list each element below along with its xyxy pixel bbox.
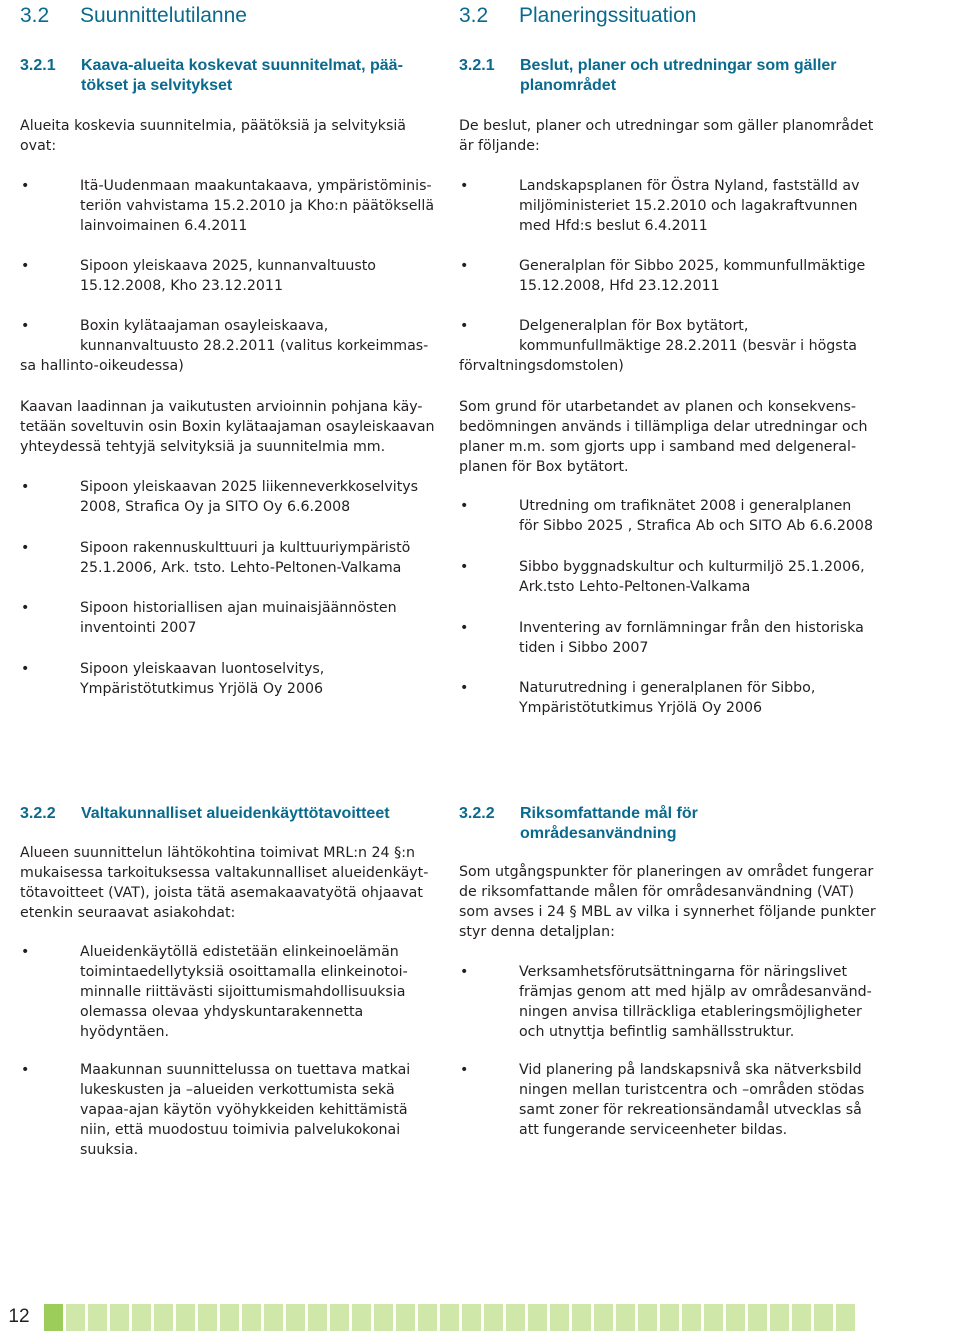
bullet-icon: •	[21, 178, 30, 194]
stripe-decoration	[770, 1304, 789, 1331]
list-item: • Delgeneralplan för Box bytätort, kommunfullmäktige 28.2.2011 (besvär i högsta förvaltningsdomstolen)	[459, 318, 857, 374]
list-item: • Sipoon historiallisen ajan muinaisjäännösten inventointi 2007	[21, 600, 397, 636]
list-item: • Utredning om trafiknätet 2008 i generalplanen för Sibbo 2025 , Strafica Ab och SITO Ab 6.6.2008	[460, 498, 873, 534]
body-paragraph: Som utgångspunkter för planeringen av området fungerar de riksomfattande målen för områdesanvändning (VAT) som avses i 24 § MBL av vilka i synnerhet följande punkter styr denna detaljplan:	[459, 864, 876, 940]
body-paragraph: Som grund för utarbetandet av planen och konsekvens- bedömningen används i tillämpliga delar utredningar och planer m.m. som gjorts upp i samband med delgeneral- planen för Box bytätort.	[459, 399, 868, 475]
subsection-heading: 3.2.1 Beslut, planer och utredningar som gäller planområdet	[459, 57, 837, 94]
list-item: • Sipoon yleiskaavan luontoselvitys, Ympäristötutkimus Yrjölä Oy 2006	[21, 661, 325, 697]
page-number: 12	[8, 1306, 30, 1327]
bullet-icon: •	[460, 559, 469, 575]
stripe-decoration	[352, 1304, 371, 1331]
bullet-icon: •	[21, 318, 30, 334]
body-paragraph: Alueen suunnittelun lähtökohtina toimivat MRL:n 24 §:n mukaisessa tarkoituksessa valtakunnalliset alueidenkäyt- tötavoitteet (VAT), joista tätä asemakaavatyötä ohjaavat etenkin seuraavat asiakohdat:	[20, 845, 429, 921]
bullet-icon: •	[21, 661, 30, 677]
bullet-icon: •	[460, 498, 469, 514]
stripe-decoration	[572, 1304, 591, 1331]
footer-stripes	[44, 1304, 855, 1331]
bullet-icon: •	[21, 1062, 30, 1078]
stripe-decoration	[550, 1304, 569, 1331]
list-item: • Sibbo byggnadskultur och kulturmiljö 25.1.2006, Ark.tsto Lehto-Peltonen-Valkama	[460, 559, 865, 595]
stripe-decoration	[792, 1304, 811, 1331]
stripe-decoration	[418, 1304, 437, 1331]
list-item: • Boxin kylätaajaman osayleiskaava, kunnanvaltuusto 28.2.2011 (valitus korkeimmas- sa hallinto-oikeudessa)	[20, 318, 429, 374]
bullet-icon: •	[21, 540, 30, 556]
stripe-decoration	[396, 1304, 415, 1331]
list-item: • Sipoon yleiskaava 2025, kunnanvaltuusto 15.12.2008, Kho 23.12.2011	[21, 258, 376, 294]
bullet-icon: •	[460, 620, 469, 636]
list-item: • Alueidenkäytöllä edistetään elinkeinoelämän toimintaedellytyksiä osoittamalla elinkeinotoi- minnalle riittävästi sijoittumismahdollisuuksia olemassa olevaa yhdyskuntarakennetta hyödyntäen.	[21, 944, 408, 1040]
list-item: • Vid planering på landskapsnivå ska nätverksbild ningen mellan turistcentra och –områden stödas samt zoner för rekreationsändamål utvecklas så att fungerande serviceenheter bildas.	[460, 1062, 865, 1138]
list-item: • Naturutredning i generalplanen för Sibbo, Ympäristötutkimus Yrjölä Oy 2006	[460, 680, 816, 716]
section-heading: 3.2 Planeringssituation	[459, 4, 697, 27]
bullet-icon: •	[21, 944, 30, 960]
stripe-decoration	[748, 1304, 767, 1331]
stripe-decoration	[814, 1304, 833, 1331]
bullet-icon: •	[21, 479, 30, 495]
stripe-decoration	[264, 1304, 283, 1331]
body-paragraph: Kaavan laadinnan ja vaikutusten arvioinnin pohjana käy- tetään soveltuvin osin Boxin kylätaajaman osayleiskaavan yhteydessä tehtyjä selvityksiä ja suunnitelmia mm.	[20, 399, 435, 455]
stripe-decoration	[528, 1304, 547, 1331]
list-item: • Itä-Uudenmaan maakuntakaava, ympäristöminis- teriön vahvistama 15.2.2010 ja Kho:n päätöksellä lainvoimainen 6.4.2011	[21, 178, 435, 234]
stripe-decoration	[132, 1304, 151, 1331]
stripe-decoration	[682, 1304, 701, 1331]
section-heading: 3.2 Suunnittelutilanne	[20, 4, 247, 27]
stripe-decoration	[66, 1304, 85, 1331]
stripe-decoration	[660, 1304, 679, 1331]
stripe-decoration	[506, 1304, 525, 1331]
list-item: • Sipoon rakennuskulttuuri ja kulttuuriympäristö 25.1.2006, Ark. tsto. Lehto-Peltonen-Valkama	[21, 540, 411, 576]
stripe-decoration	[308, 1304, 327, 1331]
stripe-decoration	[726, 1304, 745, 1331]
stripe-decoration	[154, 1304, 173, 1331]
stripe-decoration	[330, 1304, 349, 1331]
bullet-icon: •	[460, 178, 469, 194]
stripe-decoration	[198, 1304, 217, 1331]
subsection-heading: 3.2.2 Valtakunnalliset alueidenkäyttötavoitteet	[20, 805, 390, 822]
list-item: • Landskapsplanen för Östra Nyland, fastställd av miljöministeriet 15.2.2010 och lagakraftvunnen med Hfd:s beslut 6.4.2011	[460, 178, 860, 234]
stripe-decoration	[242, 1304, 261, 1331]
bullet-icon: •	[460, 258, 469, 274]
list-item: • Sipoon yleiskaavan 2025 liikenneverkkoselvitys 2008, Strafica Oy ja SITO Oy 6.6.2008	[21, 479, 419, 515]
stripe-decoration	[176, 1304, 195, 1331]
intro-paragraph: De beslut, planer och utredningar som gäller planområdet är följande:	[459, 118, 874, 154]
stripe-decoration	[286, 1304, 305, 1331]
intro-paragraph: Alueita koskevia suunnitelmia, päätöksiä ja selvityksiä ovat:	[20, 118, 406, 154]
stripe-decoration	[110, 1304, 129, 1331]
list-item: • Inventering av fornlämningar från den historiska tiden i Sibbo 2007	[460, 620, 864, 656]
stripe-decoration	[44, 1304, 63, 1331]
bullet-icon: •	[460, 964, 469, 980]
subsection-heading: 3.2.1 Kaava-alueita koskevat suunnitelmat, pää- tökset ja selvitykset	[20, 57, 403, 94]
stripe-decoration	[220, 1304, 239, 1331]
page-footer	[0, 1296, 960, 1335]
stripe-decoration	[88, 1304, 107, 1331]
stripe-decoration	[836, 1304, 855, 1331]
bullet-icon: •	[460, 318, 469, 334]
list-item: • Verksamhetsförutsättningarna för näringslivet främjas genom att med hjälp av områdesanvänd- ningen anvisa tillräckliga etableringsmöjligheter och utnyttja befintlig samhällsstruktur.	[460, 964, 872, 1040]
stripe-decoration	[594, 1304, 613, 1331]
stripe-decoration	[616, 1304, 635, 1331]
stripe-decoration	[440, 1304, 459, 1331]
stripe-decoration	[484, 1304, 503, 1331]
list-item: • Maakunnan suunnittelussa on tuettava matkai lukeskusten ja –alueiden verkottumista sekä vapaa-ajan käytön vyöhykkeiden kehittämistä niin, että muodostuu toimivia palvelukokonai suuksia.	[21, 1062, 411, 1158]
stripe-decoration	[374, 1304, 393, 1331]
bullet-icon: •	[460, 680, 469, 696]
list-item: • Generalplan för Sibbo 2025, kommunfullmäktige 15.12.2008, Hfd 23.12.2011	[460, 258, 866, 294]
bullet-icon: •	[460, 1062, 469, 1078]
stripe-decoration	[462, 1304, 481, 1331]
stripe-decoration	[704, 1304, 723, 1331]
subsection-heading: 3.2.2 Riksomfattande mål för områdesanvändning	[459, 805, 698, 842]
bullet-icon: •	[21, 258, 30, 274]
stripe-decoration	[638, 1304, 657, 1331]
bullet-icon: •	[21, 600, 30, 616]
